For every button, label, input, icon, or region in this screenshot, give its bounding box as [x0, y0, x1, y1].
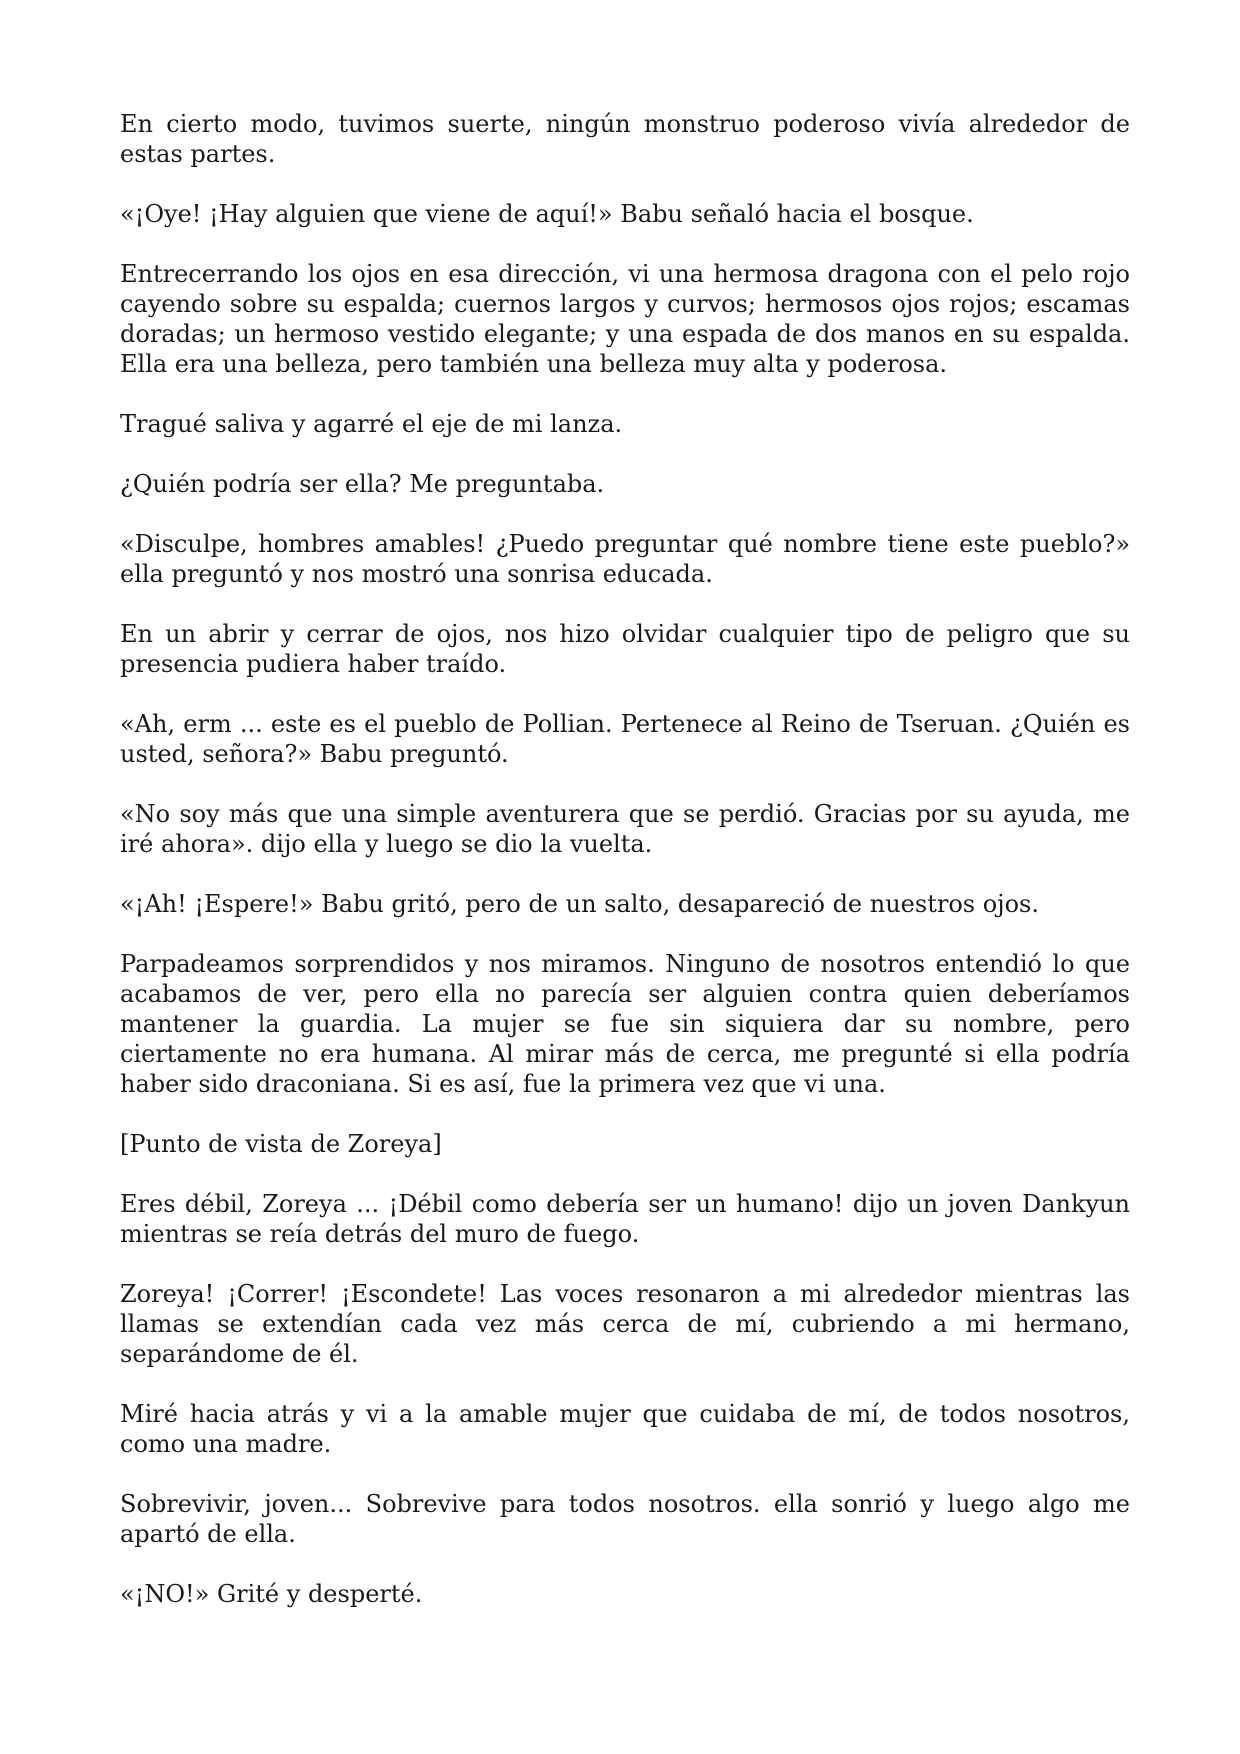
paragraph: ¿Quién podría ser ella? Me preguntaba. — [120, 470, 605, 498]
document-page — [120, 109, 1130, 1609]
section-heading: [Punto de vista de Zoreya] — [120, 1130, 442, 1158]
paragraph: «Disculpe, hombres amables! ¿Puedo preguntar qué nombre tiene este pueblo?» ella preguntó y nos mostró una sonrisa educada. — [120, 530, 1130, 588]
paragraph: Sobrevivir, joven... Sobrevive para todos nosotros. ella sonrió y luego algo me apartó de ella. — [120, 1490, 1130, 1548]
paragraph: Eres débil, Zoreya ... ¡Débil como debería ser un humano! dijo un joven Dankyun mientras se reía detrás del muro de fuego. — [120, 1190, 1130, 1248]
paragraph: «¡Ah! ¡Espere!» Babu gritó, pero de un salto, desapareció de nuestros ojos. — [120, 890, 1039, 918]
paragraph: Tragué saliva y agarré el eje de mi lanza. — [120, 410, 623, 438]
paragraph: Zoreya! ¡Correr! ¡Escondete! Las voces resonaron a mi alrededor mientras las llamas se extendían cada vez más cerca de mí, cubriendo a mi hermano, separándome de él. — [120, 1280, 1130, 1368]
paragraph: En un abrir y cerrar de ojos, nos hizo olvidar cualquier tipo de peligro que su presencia pudiera haber traído. — [120, 620, 1130, 678]
paragraph: Parpadeamos sorprendidos y nos miramos. Ninguno de nosotros entendió lo que acabamos de ver, pero ella no parecía ser alguien contra quien deberíamos mantener la guardia. La mujer se fue sin siquiera dar su nombre, pero ciertamente no era humana. Al mirar más de cerca, me pregunté si ella podría haber sido draconiana. Si es así, fue la primera vez que vi una. — [120, 950, 1130, 1098]
paragraph: «No soy más que una simple aventurera que se perdió. Gracias por su ayuda, me iré ahora». dijo ella y luego se dio la vuelta. — [120, 800, 1130, 858]
paragraph: Miré hacia atrás y vi a la amable mujer que cuidaba de mí, de todos nosotros, como una madre. — [120, 1400, 1130, 1458]
paragraph: «Ah, erm ... este es el pueblo de Pollian. Pertenece al Reino de Tseruan. ¿Quién es usted, señora?» Babu preguntó. — [120, 710, 1130, 768]
paragraph: «¡NO!» Grité y desperté. — [120, 1580, 423, 1608]
paragraph: Entrecerrando los ojos en esa dirección, vi una hermosa dragona con el pelo rojo cayendo sobre su espalda; cuernos largos y curvos; hermosos ojos rojos; escamas doradas; un hermoso vestido elegante; y una espada de dos manos en su espalda. Ella era una belleza, pero también una belleza muy alta y poderosa. — [120, 260, 1130, 378]
paragraph: «¡Oye! ¡Hay alguien que viene de aquí!» Babu señaló hacia el bosque. — [120, 200, 974, 228]
paragraph: En cierto modo, tuvimos suerte, ningún monstruo poderoso vivía alrededor de estas partes. — [120, 110, 1130, 168]
